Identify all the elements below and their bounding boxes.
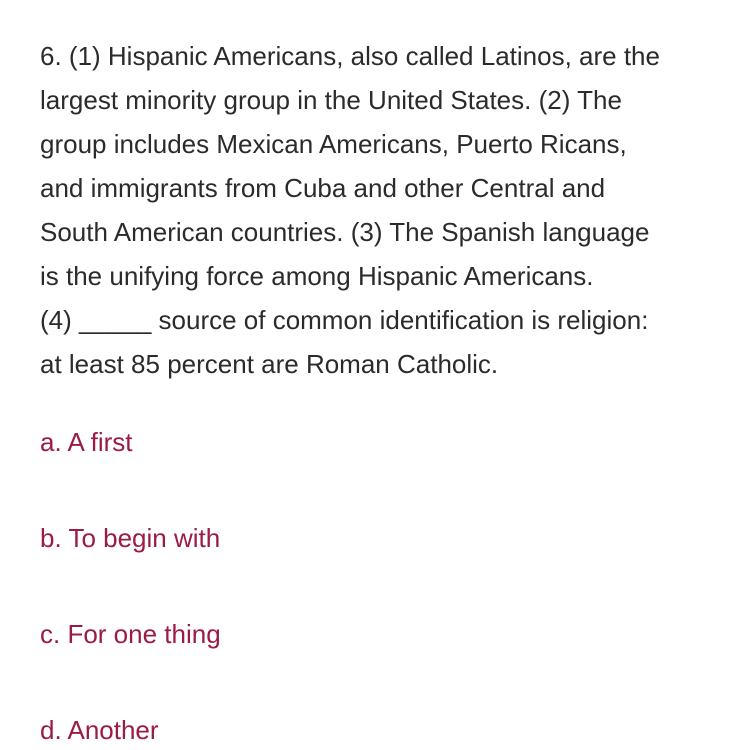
question-line: 6. (1) Hispanic Americans, also called Latinos, are the bbox=[40, 41, 660, 71]
question-line: at least 85 percent are Roman Catholic. bbox=[40, 349, 499, 379]
question-line: largest minority group in the United States. (2) The bbox=[40, 85, 622, 115]
question-line: group includes Mexican Americans, Puerto Ricans, bbox=[40, 129, 627, 159]
answer-option-a[interactable]: a. A first bbox=[40, 427, 133, 457]
question-line: South American countries. (3) The Spanish language bbox=[40, 217, 650, 247]
answer-option-d[interactable]: d. Another bbox=[40, 715, 159, 745]
question-text bbox=[40, 34, 720, 386]
question-line: and immigrants from Cuba and other Central and bbox=[40, 173, 606, 203]
question-line: is the unifying force among Hispanic Americans. bbox=[40, 261, 594, 291]
answer-option-c[interactable]: c. For one thing bbox=[40, 619, 221, 649]
answer-option-b[interactable]: b. To begin with bbox=[40, 523, 221, 553]
question-line: (4) _____ source of common identification is religion: bbox=[40, 305, 649, 335]
